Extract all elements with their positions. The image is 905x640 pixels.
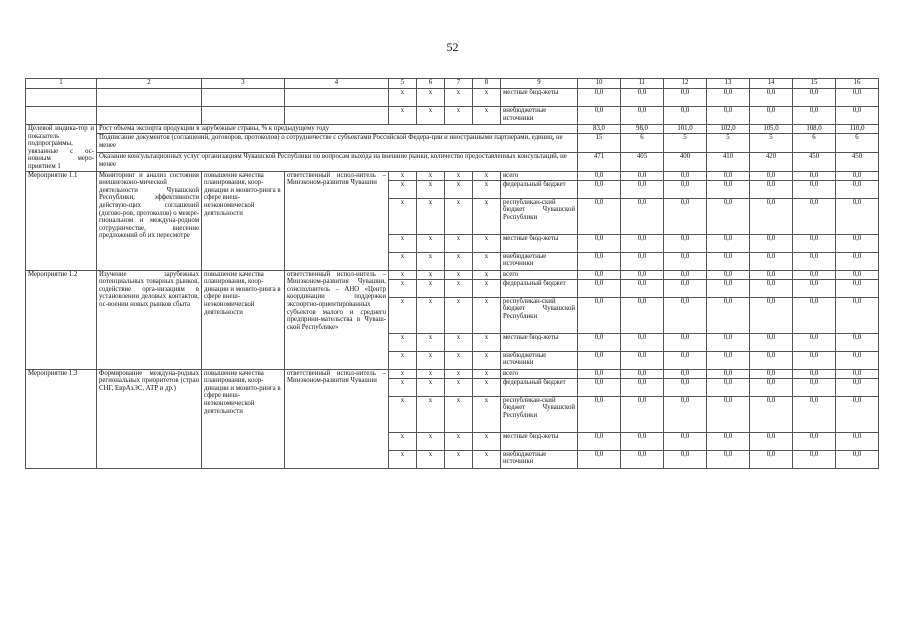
dash-cell: х <box>389 333 417 351</box>
value-cell: 0,0 <box>750 252 793 270</box>
indicator-value: 5 <box>707 134 750 153</box>
value-cell: 0,0 <box>750 432 793 450</box>
column-number: 3 <box>202 79 285 89</box>
indicator-text: Рост объема экспорта продукции в зарубежные страны, % к предыдущему году <box>97 125 578 134</box>
column-number: 5 <box>389 79 417 89</box>
value-cell: 0,0 <box>707 297 750 333</box>
indicator-value: 450 <box>836 152 879 171</box>
budget-source: республикан-ский бюджет Чувашской Республики <box>501 396 578 432</box>
value-cell: 0,0 <box>621 198 664 234</box>
dash-cell: х <box>445 252 473 270</box>
dash-cell: х <box>417 252 445 270</box>
value-cell: 0,0 <box>707 234 750 252</box>
value-cell: 0,0 <box>578 432 621 450</box>
indicator-value: 15 <box>578 134 621 153</box>
indicator-text: Оказание консультационных услуг организациям Чувашской Республики по вопросам выхода на внешние рынки, количество предоставленных консультаций, не менее <box>97 152 578 171</box>
value-cell: 0,0 <box>707 378 750 396</box>
value-cell: 0,0 <box>578 279 621 297</box>
value-cell: 0,0 <box>793 270 836 279</box>
indicator-value: 98,0 <box>621 125 664 134</box>
value-cell: 0,0 <box>750 450 793 468</box>
indicator-value: 102,0 <box>707 125 750 134</box>
value-cell: 0,0 <box>621 297 664 333</box>
indicator-row <box>26 134 879 153</box>
dash-cell: х <box>417 89 445 107</box>
dash-cell: х <box>389 171 417 180</box>
value-cell: 0,0 <box>578 450 621 468</box>
value-cell: 0,0 <box>707 171 750 180</box>
dash-cell: х <box>445 270 473 279</box>
measure-row <box>26 171 879 180</box>
dash-cell: х <box>473 369 501 378</box>
budget-source: внебюджетные источники <box>501 252 578 270</box>
value-cell: 0,0 <box>621 450 664 468</box>
value-cell: 0,0 <box>664 270 707 279</box>
value-cell: 0,0 <box>621 279 664 297</box>
empty-cell <box>26 107 97 125</box>
value-cell: 0,0 <box>621 333 664 351</box>
dash-cell: х <box>445 198 473 234</box>
dash-cell: х <box>389 450 417 468</box>
dash-cell: х <box>417 279 445 297</box>
value-cell: 0,0 <box>664 180 707 198</box>
dash-cell: х <box>445 234 473 252</box>
indicator-value: 105,0 <box>750 125 793 134</box>
dash-cell: х <box>473 198 501 234</box>
value-cell: 0,0 <box>664 432 707 450</box>
budget-source: республикан-ский бюджет Чувашской Республики <box>501 297 578 333</box>
continuation-row <box>26 107 879 125</box>
value-cell: 0,0 <box>707 180 750 198</box>
value-cell: 0,0 <box>664 351 707 369</box>
column-number: 2 <box>97 79 202 89</box>
value-cell: 0,0 <box>578 89 621 107</box>
dash-cell: х <box>445 297 473 333</box>
indicator-value: 405 <box>621 152 664 171</box>
value-cell: 0,0 <box>578 107 621 125</box>
value-cell: 0,0 <box>578 198 621 234</box>
budget-source: федеральный бюджет <box>501 378 578 396</box>
value-cell: 0,0 <box>750 351 793 369</box>
dash-cell: х <box>473 270 501 279</box>
column-number: 15 <box>793 79 836 89</box>
budget-source: федеральный бюджет <box>501 180 578 198</box>
value-cell: 0,0 <box>836 252 879 270</box>
header-row <box>26 79 879 89</box>
value-cell: 0,0 <box>793 450 836 468</box>
budget-source: всего <box>501 369 578 378</box>
dash-cell: х <box>445 89 473 107</box>
budget-source: местные бюд-жеты <box>501 432 578 450</box>
value-cell: 0,0 <box>836 333 879 351</box>
measure-executor: ответственный испол-нитель – Минэконом-развития Чувашии, соисполнитель – АНО «Центр координации поддержки экспортно-ориентированных субъектов малого и среднего предприни-мательства в Чуваш-ской Республике» <box>285 270 389 369</box>
measure-name: Мероприятие 1.1 <box>26 171 97 270</box>
dash-cell: х <box>473 351 501 369</box>
value-cell: 0,0 <box>664 369 707 378</box>
budget-source: всего <box>501 270 578 279</box>
value-cell: 0,0 <box>750 89 793 107</box>
dash-cell: х <box>389 432 417 450</box>
value-cell: 0,0 <box>836 89 879 107</box>
value-cell: 0,0 <box>578 171 621 180</box>
value-cell: 0,0 <box>664 198 707 234</box>
indicator-value: 450 <box>793 152 836 171</box>
budget-source: всего <box>501 171 578 180</box>
dash-cell: х <box>473 107 501 125</box>
indicator-value: 471 <box>578 152 621 171</box>
column-number: 7 <box>445 79 473 89</box>
value-cell: 0,0 <box>707 369 750 378</box>
measure-description: Изучение зарубежных потенциальных товарных рынков, содействие орга-низациям в установлении деловых контактов, ос-воении новых рынков сбыта <box>97 270 202 369</box>
value-cell: 0,0 <box>793 351 836 369</box>
value-cell: 0,0 <box>664 89 707 107</box>
value-cell: 0,0 <box>621 89 664 107</box>
value-cell: 0,0 <box>793 396 836 432</box>
dash-cell: х <box>389 270 417 279</box>
value-cell: 0,0 <box>793 432 836 450</box>
column-number: 12 <box>664 79 707 89</box>
dash-cell: х <box>473 252 501 270</box>
dash-cell: х <box>445 432 473 450</box>
dash-cell: х <box>445 279 473 297</box>
dash-cell: х <box>389 198 417 234</box>
indicator-value: 83,0 <box>578 125 621 134</box>
dash-cell: х <box>389 89 417 107</box>
value-cell: 0,0 <box>836 171 879 180</box>
target-indicator-label: Целевой индика-тор и показатель подпрограммы, увязанные с ос-новным меро-приятием 1 <box>26 125 97 172</box>
dash-cell: х <box>473 279 501 297</box>
value-cell: 0,0 <box>664 107 707 125</box>
value-cell: 0,0 <box>621 432 664 450</box>
indicator-value: 6 <box>621 134 664 153</box>
dash-cell: х <box>445 378 473 396</box>
dash-cell: х <box>389 252 417 270</box>
dash-cell: х <box>417 234 445 252</box>
value-cell: 0,0 <box>664 234 707 252</box>
page-number: 52 <box>446 40 459 54</box>
dash-cell: х <box>417 198 445 234</box>
value-cell: 0,0 <box>621 252 664 270</box>
value-cell: 0,0 <box>793 198 836 234</box>
value-cell: 0,0 <box>621 234 664 252</box>
value-cell: 0,0 <box>621 396 664 432</box>
value-cell: 0,0 <box>793 234 836 252</box>
measure-name: Мероприятие 1.3 <box>26 369 97 468</box>
dash-cell: х <box>417 378 445 396</box>
column-number: 10 <box>578 79 621 89</box>
measure-executor: ответственный испол-нитель – Минэконом-развития Чувашии <box>285 171 389 270</box>
dash-cell: х <box>417 297 445 333</box>
dash-cell: х <box>417 107 445 125</box>
value-cell: 0,0 <box>707 270 750 279</box>
dash-cell: х <box>473 180 501 198</box>
empty-cell <box>202 89 285 107</box>
indicator-value: 110,0 <box>836 125 879 134</box>
value-cell: 0,0 <box>793 252 836 270</box>
value-cell: 0,0 <box>836 107 879 125</box>
dash-cell: х <box>417 351 445 369</box>
dash-cell: х <box>445 351 473 369</box>
value-cell: 0,0 <box>621 180 664 198</box>
dash-cell: х <box>445 333 473 351</box>
budget-source: внебюджетные источники <box>501 351 578 369</box>
dash-cell: х <box>445 171 473 180</box>
column-number: 11 <box>621 79 664 89</box>
value-cell: 0,0 <box>750 396 793 432</box>
dash-cell: х <box>445 107 473 125</box>
measure-goal: повышение качества планирования, коор-динации и монито-ринга в сфере внеш-неэкономической деятельности <box>202 171 285 270</box>
measure-name: Мероприятие 1.2 <box>26 270 97 369</box>
value-cell: 0,0 <box>664 171 707 180</box>
empty-cell <box>285 107 389 125</box>
dash-cell: х <box>389 180 417 198</box>
value-cell: 0,0 <box>793 89 836 107</box>
value-cell: 0,0 <box>621 270 664 279</box>
budget-source: местные бюд-жеты <box>501 333 578 351</box>
empty-cell <box>26 89 97 107</box>
value-cell: 0,0 <box>750 297 793 333</box>
value-cell: 0,0 <box>836 234 879 252</box>
value-cell: 0,0 <box>793 107 836 125</box>
dash-cell: х <box>417 369 445 378</box>
dash-cell: х <box>389 396 417 432</box>
dash-cell: х <box>445 369 473 378</box>
empty-cell <box>202 107 285 125</box>
value-cell: 0,0 <box>707 450 750 468</box>
value-cell: 0,0 <box>750 180 793 198</box>
dash-cell: х <box>473 396 501 432</box>
indicator-value: 5 <box>664 134 707 153</box>
dash-cell: х <box>389 369 417 378</box>
value-cell: 0,0 <box>793 279 836 297</box>
indicator-value: 101,0 <box>664 125 707 134</box>
column-number: 1 <box>26 79 97 89</box>
dash-cell: х <box>473 89 501 107</box>
value-cell: 0,0 <box>836 270 879 279</box>
dash-cell: х <box>389 378 417 396</box>
indicator-value: 6 <box>836 134 879 153</box>
dash-cell: х <box>473 234 501 252</box>
value-cell: 0,0 <box>707 198 750 234</box>
value-cell: 0,0 <box>578 270 621 279</box>
value-cell: 0,0 <box>578 297 621 333</box>
value-cell: 0,0 <box>836 351 879 369</box>
value-cell: 0,0 <box>578 234 621 252</box>
value-cell: 0,0 <box>750 333 793 351</box>
dash-cell: х <box>417 333 445 351</box>
value-cell: 0,0 <box>664 297 707 333</box>
value-cell: 0,0 <box>664 396 707 432</box>
measure-description: Мониторинг и анализ состояния внешнеэконо-мической деятельности Чувашской Республики, эффективности действую-щих соглашений (догово-ров, протоколов) о межре-гиональном и междуна-родном сотрудничестве, внесение предложений об их пересмотре <box>97 171 202 270</box>
value-cell: 0,0 <box>750 234 793 252</box>
empty-cell <box>97 107 202 125</box>
dash-cell: х <box>417 432 445 450</box>
value-cell: 0,0 <box>707 107 750 125</box>
measure-description: Формирование междуна-родных региональных приоритетов (стран СНГ, ЕврАзЭС, АТР и др.) <box>97 369 202 468</box>
value-cell: 0,0 <box>836 369 879 378</box>
value-cell: 0,0 <box>836 432 879 450</box>
dash-cell: х <box>473 171 501 180</box>
value-cell: 0,0 <box>750 171 793 180</box>
value-cell: 0,0 <box>664 252 707 270</box>
indicator-value: 5 <box>750 134 793 153</box>
value-cell: 0,0 <box>707 396 750 432</box>
value-cell: 0,0 <box>664 450 707 468</box>
value-cell: 0,0 <box>836 297 879 333</box>
budget-source: местные бюд-жеты <box>501 234 578 252</box>
value-cell: 0,0 <box>793 369 836 378</box>
program-table <box>25 78 879 469</box>
dash-cell: х <box>417 396 445 432</box>
dash-cell: х <box>389 234 417 252</box>
measure-executor: ответственный испол-нитель – Минэконом-развития Чувашии <box>285 369 389 468</box>
value-cell: 0,0 <box>793 333 836 351</box>
budget-source: внебюджетные источники <box>501 107 578 125</box>
empty-cell <box>97 89 202 107</box>
value-cell: 0,0 <box>707 252 750 270</box>
value-cell: 0,0 <box>793 171 836 180</box>
indicator-row <box>26 152 879 171</box>
value-cell: 0,0 <box>793 297 836 333</box>
value-cell: 0,0 <box>750 198 793 234</box>
budget-source: федеральный бюджет <box>501 279 578 297</box>
value-cell: 0,0 <box>750 378 793 396</box>
value-cell: 0,0 <box>793 180 836 198</box>
dash-cell: х <box>389 297 417 333</box>
dash-cell: х <box>445 180 473 198</box>
value-cell: 0,0 <box>621 351 664 369</box>
dash-cell: х <box>417 171 445 180</box>
dash-cell: х <box>389 107 417 125</box>
value-cell: 0,0 <box>707 351 750 369</box>
value-cell: 0,0 <box>836 279 879 297</box>
value-cell: 0,0 <box>793 378 836 396</box>
continuation-row <box>26 89 879 107</box>
dash-cell: х <box>417 450 445 468</box>
dash-cell: х <box>389 279 417 297</box>
value-cell: 0,0 <box>750 107 793 125</box>
value-cell: 0,0 <box>664 378 707 396</box>
value-cell: 0,0 <box>621 107 664 125</box>
indicator-text: Подписание документов (соглашений, договоров, протоколов) о сотрудничестве с субъектами Российской Федера-ции и иностранными партнерами, единиц, не менее <box>97 134 578 153</box>
dash-cell: х <box>389 351 417 369</box>
value-cell: 0,0 <box>664 333 707 351</box>
column-number: 8 <box>473 79 501 89</box>
value-cell: 0,0 <box>578 396 621 432</box>
indicator-value: 420 <box>750 152 793 171</box>
value-cell: 0,0 <box>578 333 621 351</box>
indicator-value: 400 <box>664 152 707 171</box>
value-cell: 0,0 <box>578 180 621 198</box>
measure-row <box>26 270 879 279</box>
dash-cell: х <box>445 450 473 468</box>
value-cell: 0,0 <box>707 333 750 351</box>
empty-cell <box>285 89 389 107</box>
value-cell: 0,0 <box>750 270 793 279</box>
budget-source: внебюджетные источники <box>501 450 578 468</box>
indicator-row <box>26 125 879 134</box>
value-cell: 0,0 <box>578 351 621 369</box>
column-number: 6 <box>417 79 445 89</box>
dash-cell: х <box>417 180 445 198</box>
value-cell: 0,0 <box>621 171 664 180</box>
value-cell: 0,0 <box>621 369 664 378</box>
measure-row <box>26 369 879 378</box>
dash-cell: х <box>473 432 501 450</box>
dash-cell: х <box>473 333 501 351</box>
dash-cell: х <box>473 378 501 396</box>
value-cell: 0,0 <box>664 279 707 297</box>
dash-cell: х <box>417 270 445 279</box>
value-cell: 0,0 <box>836 378 879 396</box>
budget-source: республикан-ский бюджет Чувашской Республики <box>501 198 578 234</box>
value-cell: 0,0 <box>578 252 621 270</box>
value-cell: 0,0 <box>578 378 621 396</box>
value-cell: 0,0 <box>578 369 621 378</box>
indicator-value: 410 <box>707 152 750 171</box>
value-cell: 0,0 <box>707 432 750 450</box>
value-cell: 0,0 <box>707 89 750 107</box>
measure-goal: повышение качества планирования, коор-динации и монито-ринга в сфере внеш-неэкономической деятельности <box>202 270 285 369</box>
dash-cell: х <box>473 297 501 333</box>
column-number: 13 <box>707 79 750 89</box>
column-number: 4 <box>285 79 389 89</box>
dash-cell: х <box>473 450 501 468</box>
value-cell: 0,0 <box>836 180 879 198</box>
value-cell: 0,0 <box>621 378 664 396</box>
value-cell: 0,0 <box>707 279 750 297</box>
value-cell: 0,0 <box>836 396 879 432</box>
indicator-value: 6 <box>793 134 836 153</box>
column-number: 9 <box>501 79 578 89</box>
value-cell: 0,0 <box>750 369 793 378</box>
indicator-value: 108,0 <box>793 125 836 134</box>
value-cell: 0,0 <box>836 198 879 234</box>
dash-cell: х <box>445 396 473 432</box>
budget-source: местные бюд-жеты <box>501 89 578 107</box>
measure-goal: повышение качества планирования, коор-динации и монито-ринга в сфере внеш-неэкономической деятельности <box>202 369 285 468</box>
value-cell: 0,0 <box>750 279 793 297</box>
column-number: 14 <box>750 79 793 89</box>
column-number: 16 <box>836 79 879 89</box>
value-cell: 0,0 <box>836 450 879 468</box>
